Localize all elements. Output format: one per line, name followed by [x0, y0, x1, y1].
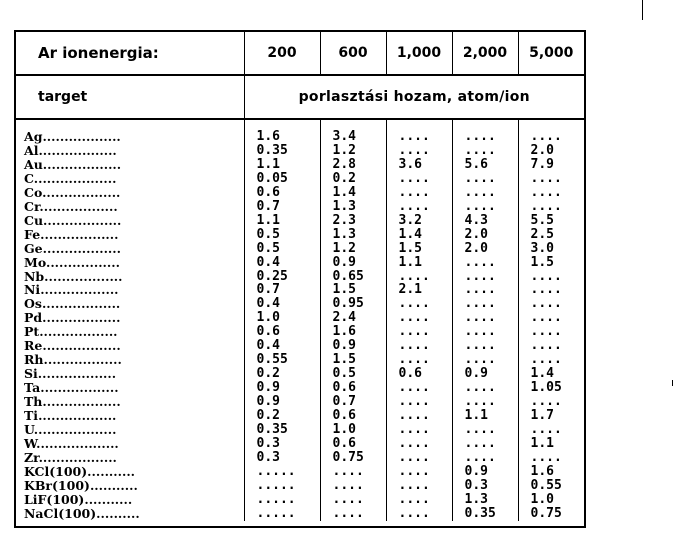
leader-dots: ..................: [39, 325, 118, 340]
yield-value-cell: ....: [452, 353, 518, 367]
target-cell: [16, 479, 244, 493]
yield-value-cell: 1.0: [320, 423, 386, 437]
yield-value-cell: ....: [452, 437, 518, 451]
yield-value-cell: ....: [452, 423, 518, 437]
yield-value-cell: 0.5: [320, 367, 386, 381]
yield-value-cell: 0.35: [452, 507, 518, 521]
yield-value-cell: 7.9: [530, 157, 554, 172]
table-row: [16, 144, 584, 158]
yield-value-cell: ....: [386, 130, 452, 144]
energy-header-cell: 2,000: [452, 32, 518, 75]
yield-value-cell: 0.6: [320, 381, 386, 395]
yield-value-cell: ....: [452, 270, 518, 284]
yield-value-cell: ....: [386, 423, 452, 437]
yield-value-cell: ....: [530, 339, 562, 354]
yield-value-cell: ....: [530, 269, 562, 284]
yield-value-cell: ....: [386, 353, 452, 367]
target-name: U: [24, 423, 34, 437]
table-row: [16, 381, 584, 395]
leader-dots: ..................: [42, 185, 121, 200]
table-row: [16, 158, 584, 172]
yield-value-cell: 1.1: [452, 409, 518, 423]
target-cell: [16, 228, 244, 242]
sputtering-yield-table-frame: [14, 30, 586, 528]
yield-value-cell: 1.3: [452, 493, 518, 507]
yield-value-cell: 1.0: [530, 492, 554, 507]
target-cell: [16, 200, 244, 214]
yield-value-cell: 0.4: [244, 339, 320, 353]
yield-value-cell: 0.9: [452, 465, 518, 479]
yield-value-cell: 1.1: [244, 158, 320, 172]
target-cell: [16, 214, 244, 228]
target-name: Os: [24, 297, 42, 312]
yield-value-cell: 0.9: [320, 339, 386, 353]
leader-dots: ..................: [42, 395, 121, 410]
yield-value-cell: 0.4: [244, 256, 320, 270]
yield-value-cell: 3.2: [386, 214, 452, 228]
yield-value-cell: 1.0: [244, 311, 320, 325]
target-cell: [16, 325, 244, 339]
target-name: C: [24, 171, 34, 186]
ion-energy-label: Ar ionenergia:: [16, 32, 244, 75]
yield-value-cell: ....: [386, 451, 452, 465]
target-name: KCl(100): [24, 464, 88, 479]
yield-value-cell: 1.6: [320, 325, 386, 339]
yield-value-cell: ....: [452, 256, 518, 270]
edge-tick: [672, 380, 673, 386]
energy-header-cell: 1,000: [386, 32, 452, 75]
target-name: Nb: [24, 269, 45, 284]
target-name: KBr(100): [24, 478, 90, 493]
table-row: [16, 130, 584, 144]
yield-value-cell: ....: [452, 297, 518, 311]
leader-dots: ..................: [39, 199, 118, 214]
target-name: Zr: [24, 450, 39, 465]
leader-dots: ..................: [42, 130, 121, 144]
yield-value-cell: 2.8: [320, 158, 386, 172]
yield-value-cell: ....: [530, 185, 562, 200]
target-name: Cr: [24, 199, 40, 214]
sputtering-yield-table: [16, 32, 584, 521]
yield-value-cell: ....: [386, 200, 452, 214]
yield-value-cell: 0.3: [244, 437, 320, 451]
table-row: [16, 311, 584, 325]
yield-value-cell: 0.6: [320, 409, 386, 423]
target-name: Ag: [24, 130, 43, 144]
leader-dots: ..................: [37, 367, 117, 382]
yield-value-cell: 0.5: [244, 242, 320, 256]
spacer-row: [16, 119, 584, 130]
yield-value-cell: .....: [244, 465, 320, 479]
yield-value-cell: 1.3: [320, 200, 386, 214]
target-cell: [16, 172, 244, 186]
yield-value-cell: ....: [386, 381, 452, 395]
table-row: [16, 172, 584, 186]
target-cell: [16, 465, 244, 479]
yield-value-cell: ....: [452, 283, 518, 297]
yield-value-cell: ....: [452, 339, 518, 353]
yield-value-cell: 2.5: [530, 227, 554, 242]
yield-value-cell: 0.75: [530, 506, 562, 521]
yield-value-cell: ....: [386, 395, 452, 409]
energy-header-row: [16, 32, 584, 75]
yield-value-cell: ....: [386, 270, 452, 284]
target-name: Ta: [24, 381, 41, 396]
yield-value-cell: 0.65: [320, 270, 386, 284]
yield-value-cell: 1.4: [320, 186, 386, 200]
yield-value-cell: 1.3: [320, 228, 386, 242]
leader-dots: ..................: [42, 157, 122, 172]
yield-value-cell: ....: [530, 171, 562, 186]
target-label: target: [16, 75, 244, 119]
yield-value-cell: 0.6: [386, 367, 452, 381]
yield-value-cell: ....: [386, 172, 452, 186]
leader-dots: ..................: [42, 241, 121, 256]
target-name: NaCl(100): [24, 506, 97, 521]
yield-value-cell: 5.6: [452, 158, 518, 172]
target-name: Pt: [24, 325, 40, 340]
yield-value-cell: 0.6: [244, 186, 320, 200]
leader-dots: ..................: [41, 297, 121, 312]
yield-value-cell: ....: [530, 283, 562, 298]
yield-value-cell: ....: [386, 465, 452, 479]
target-name: LiF(100): [24, 492, 85, 507]
yield-value-cell: ....: [452, 451, 518, 465]
target-name: Co: [24, 185, 43, 200]
leader-dots: ..................: [42, 311, 121, 326]
target-name: Au: [24, 157, 43, 172]
yield-value-cell: ....: [452, 186, 518, 200]
yield-value-cell: ....: [530, 130, 562, 144]
table-row: [16, 297, 584, 311]
yield-value-cell: ....: [530, 325, 562, 340]
yield-value-cell: 1.1: [530, 436, 554, 451]
yield-value-cell: 1.1: [386, 256, 452, 270]
target-name: Fe: [24, 227, 41, 242]
leader-dots: ..........: [96, 506, 140, 521]
target-cell: [16, 395, 244, 409]
leader-dots: ..................: [40, 283, 119, 298]
table-row: [16, 367, 584, 381]
target-cell: [16, 409, 244, 423]
yield-value-cell: 0.7: [244, 283, 320, 297]
yield-value-cell: 2.0: [452, 242, 518, 256]
yield-value-cell: ....: [386, 493, 452, 507]
energy-header-cell: 5,000: [518, 32, 584, 75]
yield-value-cell: ....: [386, 409, 452, 423]
target-cell: [16, 130, 244, 144]
target-cell: [16, 507, 244, 521]
table-row: [16, 200, 584, 214]
yield-value-cell: ....: [452, 381, 518, 395]
target-cell: [16, 186, 244, 200]
table-row: [16, 423, 584, 437]
table-row: [16, 228, 584, 242]
yield-value-cell: 0.7: [320, 395, 386, 409]
target-name: Ti: [24, 409, 39, 424]
leader-dots: ...................: [33, 171, 117, 186]
target-cell: [16, 493, 244, 507]
table-row: [16, 465, 584, 479]
yield-value-cell: 0.25: [244, 270, 320, 284]
target-name: Ge: [24, 241, 43, 256]
yield-value-cell: ....: [452, 172, 518, 186]
target-name: Si: [24, 367, 38, 382]
leader-dots: ..................: [43, 213, 122, 228]
yield-value-cell: ....: [386, 144, 452, 158]
yield-value-cell: ....: [386, 325, 452, 339]
target-cell: [16, 283, 244, 297]
table-row: [16, 270, 584, 284]
yield-value-cell: 0.3: [244, 451, 320, 465]
yield-value-cell: 5.5: [530, 213, 554, 228]
table-row: [16, 451, 584, 465]
yield-value-cell: 0.35: [244, 144, 320, 158]
yield-value-cell: 1.1: [244, 214, 320, 228]
table-row: [16, 507, 584, 521]
table-row: [16, 339, 584, 353]
leader-dots: ...........: [84, 492, 133, 507]
yield-value-cell: ....: [386, 186, 452, 200]
leader-dots: ..................: [44, 269, 123, 284]
yield-value-cell: .....: [244, 479, 320, 493]
leader-dots: .................: [45, 255, 120, 270]
yield-value-cell: ....: [530, 311, 562, 326]
leader-dots: ..................: [38, 409, 117, 424]
yield-value-cell: 1.6: [244, 130, 320, 144]
target-cell: [16, 437, 244, 451]
leader-dots: ...........: [87, 464, 136, 479]
target-cell: [16, 451, 244, 465]
target-name: W: [24, 436, 37, 451]
yield-value-cell: 1.5: [320, 353, 386, 367]
yield-value-cell: ....: [452, 325, 518, 339]
yield-value-cell: 1.5: [320, 283, 386, 297]
table-row: [16, 409, 584, 423]
yield-value-cell: 3.0: [530, 241, 554, 256]
leader-dots: ...........: [89, 478, 138, 493]
yield-value-cell: 0.5: [244, 228, 320, 242]
subheader-row: [16, 75, 584, 119]
yield-value-cell: 0.2: [320, 172, 386, 186]
target-name: Mo: [24, 255, 46, 270]
yield-value-cell: 0.55: [530, 478, 562, 493]
target-cell: [16, 339, 244, 353]
yield-value-cell: 0.7: [244, 200, 320, 214]
yield-value-cell: 1.4: [386, 228, 452, 242]
leader-dots: ..................: [42, 339, 121, 354]
yield-value-cell: 1.7: [530, 409, 554, 424]
target-cell: [16, 144, 244, 158]
yield-value-cell: 1.2: [320, 242, 386, 256]
yield-value-cell: 0.9: [452, 367, 518, 381]
target-cell: [16, 311, 244, 325]
target-name: Re: [24, 339, 43, 354]
yield-value-cell: 1.6: [530, 464, 554, 479]
table-row: [16, 353, 584, 367]
yield-value-cell: 0.2: [244, 367, 320, 381]
yield-value-cell: ....: [320, 479, 386, 493]
yield-value-cell: 1.5: [386, 242, 452, 256]
target-cell: [16, 256, 244, 270]
table-row: [16, 242, 584, 256]
leader-dots: ..................: [38, 143, 117, 158]
yield-value-cell: .....: [244, 507, 320, 521]
target-cell: [16, 353, 244, 367]
yield-value-cell: 0.9: [320, 256, 386, 270]
yield-value-cell: ....: [530, 450, 562, 465]
target-cell: [16, 381, 244, 395]
yield-value-cell: ....: [386, 311, 452, 325]
yield-value-cell: ....: [530, 395, 562, 410]
yield-value-cell: .....: [244, 493, 320, 507]
target-name: Th: [24, 395, 43, 410]
yield-value-cell: 2.1: [386, 283, 452, 297]
target-cell: [16, 423, 244, 437]
yield-value-cell: 2.3: [320, 214, 386, 228]
table-row: [16, 437, 584, 451]
yield-value-cell: 0.2: [244, 409, 320, 423]
target-name: Cu: [24, 213, 44, 228]
leader-dots: ..................: [38, 450, 117, 465]
yield-value-cell: ....: [386, 339, 452, 353]
yield-value-cell: ....: [530, 423, 562, 437]
table-row: [16, 493, 584, 507]
leader-dots: ...................: [33, 423, 117, 437]
yield-value-cell: 3.6: [386, 158, 452, 172]
yield-value-cell: ....: [320, 465, 386, 479]
yield-value-cell: ....: [530, 199, 562, 214]
table-row: [16, 325, 584, 339]
table-row: [16, 479, 584, 493]
yield-value-cell: ....: [386, 297, 452, 311]
yield-value-cell: 0.05: [244, 172, 320, 186]
yield-value-cell: ....: [452, 395, 518, 409]
yield-value-cell: 4.3: [452, 214, 518, 228]
yield-value-cell: 0.6: [244, 325, 320, 339]
yield-value-cell: 1.5: [530, 255, 554, 270]
yield-value-cell: 1.4: [530, 367, 554, 382]
yield-value-cell: 0.35: [244, 423, 320, 437]
leader-dots: ..................: [40, 381, 119, 396]
yield-value-cell: ....: [386, 479, 452, 493]
leader-dots: ..................: [43, 353, 122, 368]
target-cell: [16, 367, 244, 381]
yield-value-cell: ....: [386, 507, 452, 521]
target-name: Rh: [24, 353, 44, 368]
target-name: Al: [24, 143, 39, 158]
yield-value-cell: 1.2: [320, 144, 386, 158]
table-row: [16, 395, 584, 409]
yield-value-cell: ....: [320, 493, 386, 507]
target-cell: [16, 270, 244, 284]
yield-value-cell: ....: [452, 144, 518, 158]
yield-value-cell: ....: [530, 353, 562, 368]
yield-value-cell: 0.9: [244, 395, 320, 409]
yield-value-cell: ....: [320, 507, 386, 521]
yield-value-cell: 2.4: [320, 311, 386, 325]
target-cell: [16, 297, 244, 311]
energy-header-cell: 600: [320, 32, 386, 75]
yield-value-cell: 0.55: [244, 353, 320, 367]
table-row: [16, 186, 584, 200]
yield-value-cell: 1.05: [530, 381, 562, 396]
target-cell: [16, 158, 244, 172]
target-name: Pd: [24, 311, 43, 326]
yield-value-cell: ....: [452, 200, 518, 214]
edge-line: [642, 0, 643, 20]
leader-dots: ...................: [36, 436, 119, 451]
yield-value-cell: 0.6: [320, 437, 386, 451]
yield-value-cell: 0.9: [244, 381, 320, 395]
table-row: [16, 283, 584, 297]
yield-value-cell: 0.75: [320, 451, 386, 465]
yield-value-cell: 0.95: [320, 297, 386, 311]
yield-label: porlasztási hozam, atom/ion: [244, 75, 584, 119]
yield-value-cell: ....: [452, 311, 518, 325]
yield-value-cell: 0.4: [244, 297, 320, 311]
target-name: Ni: [24, 283, 41, 298]
yield-value-cell: ....: [386, 437, 452, 451]
yield-value-cell: ....: [530, 297, 562, 312]
yield-value-cell: 2.0: [452, 228, 518, 242]
leader-dots: ..................: [40, 227, 119, 242]
table-row: [16, 214, 584, 228]
yield-value-cell: 3.4: [320, 130, 386, 144]
target-cell: [16, 242, 244, 256]
yield-value-cell: ....: [452, 130, 518, 144]
table-row: [16, 256, 584, 270]
yield-value-cell: 2.0: [530, 143, 554, 158]
energy-header-cell: 200: [244, 32, 320, 75]
yield-value-cell: 0.3: [452, 479, 518, 493]
